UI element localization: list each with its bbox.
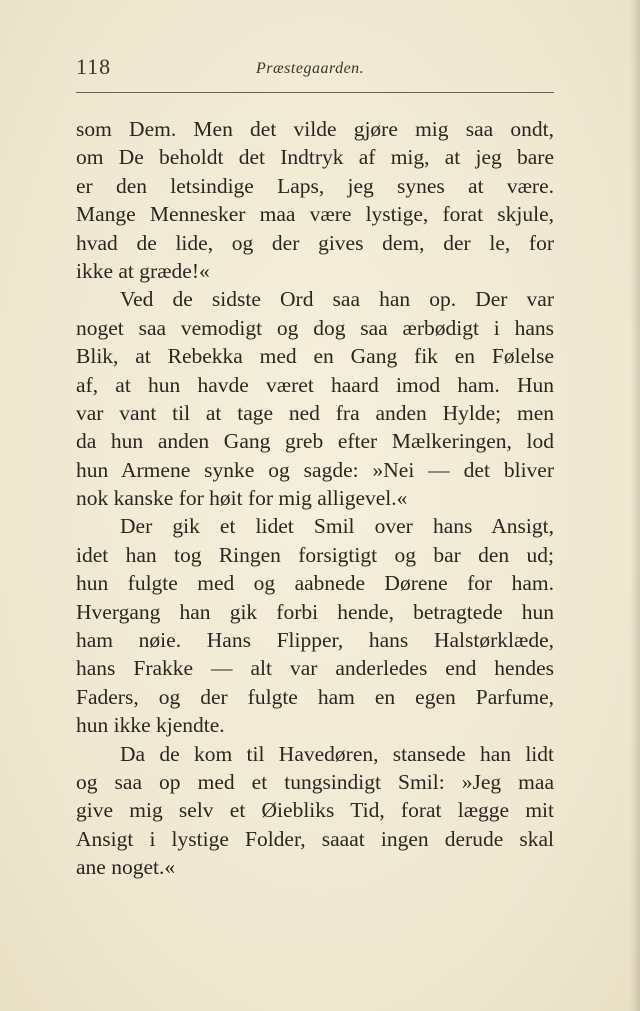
text-line: Mange Mennesker maa være lystige, forat skjule,: [76, 202, 554, 227]
running-title: Præstegaarden.: [256, 60, 365, 77]
running-head: [76, 54, 554, 84]
text-line: Ansigt i lystige Folder, saaat ingen derude skal: [76, 826, 554, 851]
text-line: er den letsindige Laps, jeg synes at være.: [76, 173, 554, 198]
text-line: ikke at græde!«: [76, 258, 210, 283]
text-line: af, at hun havde været haard imod ham. Hun: [76, 372, 554, 397]
text-line: noget saa vemodigt og dog saa ærbødigt i hans: [76, 315, 554, 340]
page-number: 118: [76, 54, 112, 79]
text-line: nok kanske for høit for mig alligevel.«: [76, 486, 408, 511]
text-line: da hun anden Gang greb efter Mælkeringen, lod: [76, 429, 554, 454]
text-line: og saa op med et tungsindigt Smil: »Jeg maa: [76, 769, 554, 794]
text-line: om De beholdt det Indtryk af mig, at jeg bare: [76, 145, 554, 170]
body-text: [76, 115, 554, 882]
text-line: som Dem. Men det vilde gjøre mig saa ondt,: [76, 117, 554, 141]
text-line: idet han tog Ringen forsigtigt og bar den ud;: [76, 542, 554, 567]
text-line: hun Armene synke og sagde: »Nei — det bliver: [76, 457, 554, 482]
header-rule: [76, 92, 554, 93]
text-line: var vant til at tage ned fra anden Hylde; men: [76, 400, 554, 425]
text-line: ham nøie. Hans Flipper, hans Halstørklæde,: [76, 628, 554, 653]
text-line: hun ikke kjendte.: [76, 713, 225, 738]
page-edge-shadow: [630, 0, 640, 1011]
text-line: Blik, at Rebekka med en Gang fik en Følelse: [76, 344, 554, 369]
text-line: ane noget.«: [76, 855, 176, 880]
text-line: Hvergang han gik forbi hende, betragtede hun: [76, 599, 554, 624]
text-line: Ved de sidste Ord saa han op. Der var: [120, 287, 554, 312]
text-line: Faders, og der fulgte ham en egen Parfume,: [76, 684, 554, 709]
text-line: hun fulgte med og aabnede Dørene for ham.: [76, 571, 554, 596]
text-line: Der gik et lidet Smil over hans Ansigt,: [120, 514, 554, 539]
text-line: give mig selv et Øiebliks Tid, forat lægge mit: [76, 798, 554, 823]
text-line: Da de kom til Havedøren, stansede han lidt: [120, 741, 554, 766]
text-line: hvad de lide, og der gives dem, der le, for: [76, 230, 554, 255]
text-line: hans Frakke — alt var anderledes end hendes: [76, 656, 554, 681]
